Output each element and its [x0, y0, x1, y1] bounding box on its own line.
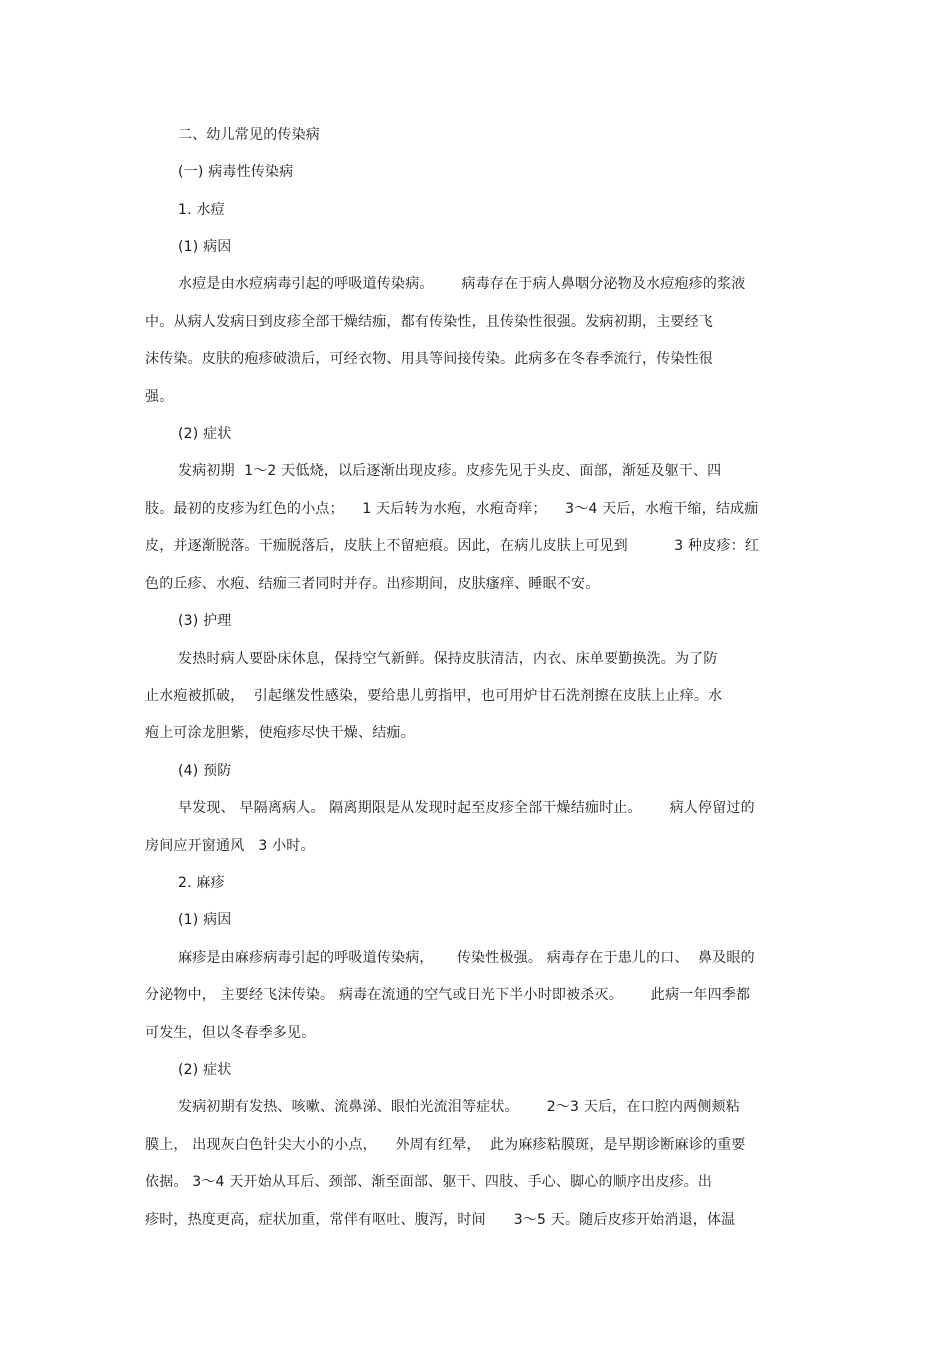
subheading-symptoms: (2) 症状 — [178, 1062, 232, 1078]
paragraph-line: 发病初期 1～2 天低烧，以后逐渐出现皮疹。皮疹先见于头皮、面部，渐延及躯干、四 — [178, 463, 722, 479]
subheading-cause: (1) 病因 — [178, 912, 232, 928]
paragraph-line: 止水疱被抓破， 引起继发性感染，要给患儿剪指甲，也可用炉甘石洗剂擦在皮肤上止痒。水 — [145, 688, 723, 704]
paragraph-line: 依据。 3～4 天开始从耳后、颈部、渐至面部、躯干、四肢、手心、脚心的顺序出皮疹。出 — [145, 1174, 713, 1190]
paragraph-line: 沫传染。皮肤的疱疹破溃后，可经衣物、用具等间接传染。此病多在冬春季流行，传染性很 — [145, 351, 713, 367]
paragraph-line: 房间应开窗通风 3 小时。 — [145, 838, 315, 854]
paragraph-line: 肢。最初的皮疹为红色的小点； 1 天后转为水疱，水疱奇痒； 3～4 天后，水疱干缩，结成痂 — [145, 501, 759, 517]
paragraph-line: 分泌物中， 主要经飞沫传染。 病毒在流通的空气或日光下半小时即被杀灭。 此病一年四季都 — [145, 987, 751, 1003]
paragraph-line: 疹时，热度更高，症状加重，常伴有呕吐、腹泻，时间 3～5 天。随后皮疹开始消退，体温 — [145, 1212, 736, 1228]
subheading-prevention: (4) 预防 — [178, 763, 232, 779]
section-heading: 二、幼儿常见的传染病 — [178, 127, 320, 143]
subheading-symptoms: (2) 症状 — [178, 426, 232, 442]
paragraph-line: 发热时病人要卧床休息，保持空气新鲜。保持皮肤清洁，内衣、床单要勤换洗。为了防 — [178, 651, 718, 667]
subheading-care: (3) 护理 — [178, 613, 232, 629]
paragraph-line: 强。 — [145, 389, 174, 405]
paragraph-line: 可发生，但以冬春季多见。 — [145, 1025, 316, 1041]
paragraph-line: 疱上可涂龙胆紫，使疱疹尽快干燥、结痂。 — [145, 725, 415, 741]
paragraph-line: 早发现、 早隔离病人。 隔离期限是从发现时起至皮疹全部干燥结痂时止。 病人停留过的 — [178, 800, 755, 816]
paragraph-line: 膜上， 出现灰白色针尖大小的小点， 外周有红晕， 此为麻疹粘膜斑，是早期诊断麻诊的重要 — [145, 1137, 746, 1153]
disease-heading-measles: 2. 麻疹 — [178, 875, 225, 891]
paragraph-line: 色的丘疹、水疱、结痂三者同时并存。出疹期间，皮肤瘙痒、睡眠不安。 — [145, 576, 600, 592]
disease-heading-varicella: 1. 水痘 — [178, 202, 225, 218]
paragraph-line: 麻疹是由麻疹病毒引起的呼吸道传染病， 传染性极强。 病毒存在于患儿的口、 鼻及眼的 — [178, 950, 755, 966]
subheading-cause: (1) 病因 — [178, 239, 232, 255]
paragraph-line: 皮，并逐渐脱落。干痂脱落后，皮肤上不留疤痕。因此，在病儿皮肤上可见到 3 种皮疹：红 — [145, 538, 760, 554]
paragraph-line: 水痘是由水痘病毒引起的呼吸道传染病。 病毒存在于病人鼻咽分泌物及水痘疱疹的浆液 — [178, 276, 746, 292]
paragraph-line: 发病初期有发热、咳嗽、流鼻涕、眼怕光流泪等症状。 2～3 天后，在口腔内两侧颊粘 — [178, 1099, 740, 1115]
paragraph-line: 中。从病人发病日到皮疹全部干燥结痂，都有传染性，且传染性很强。发病初期，主要经飞 — [145, 314, 713, 330]
subsection-heading: (一) 病毒性传染病 — [178, 164, 294, 180]
